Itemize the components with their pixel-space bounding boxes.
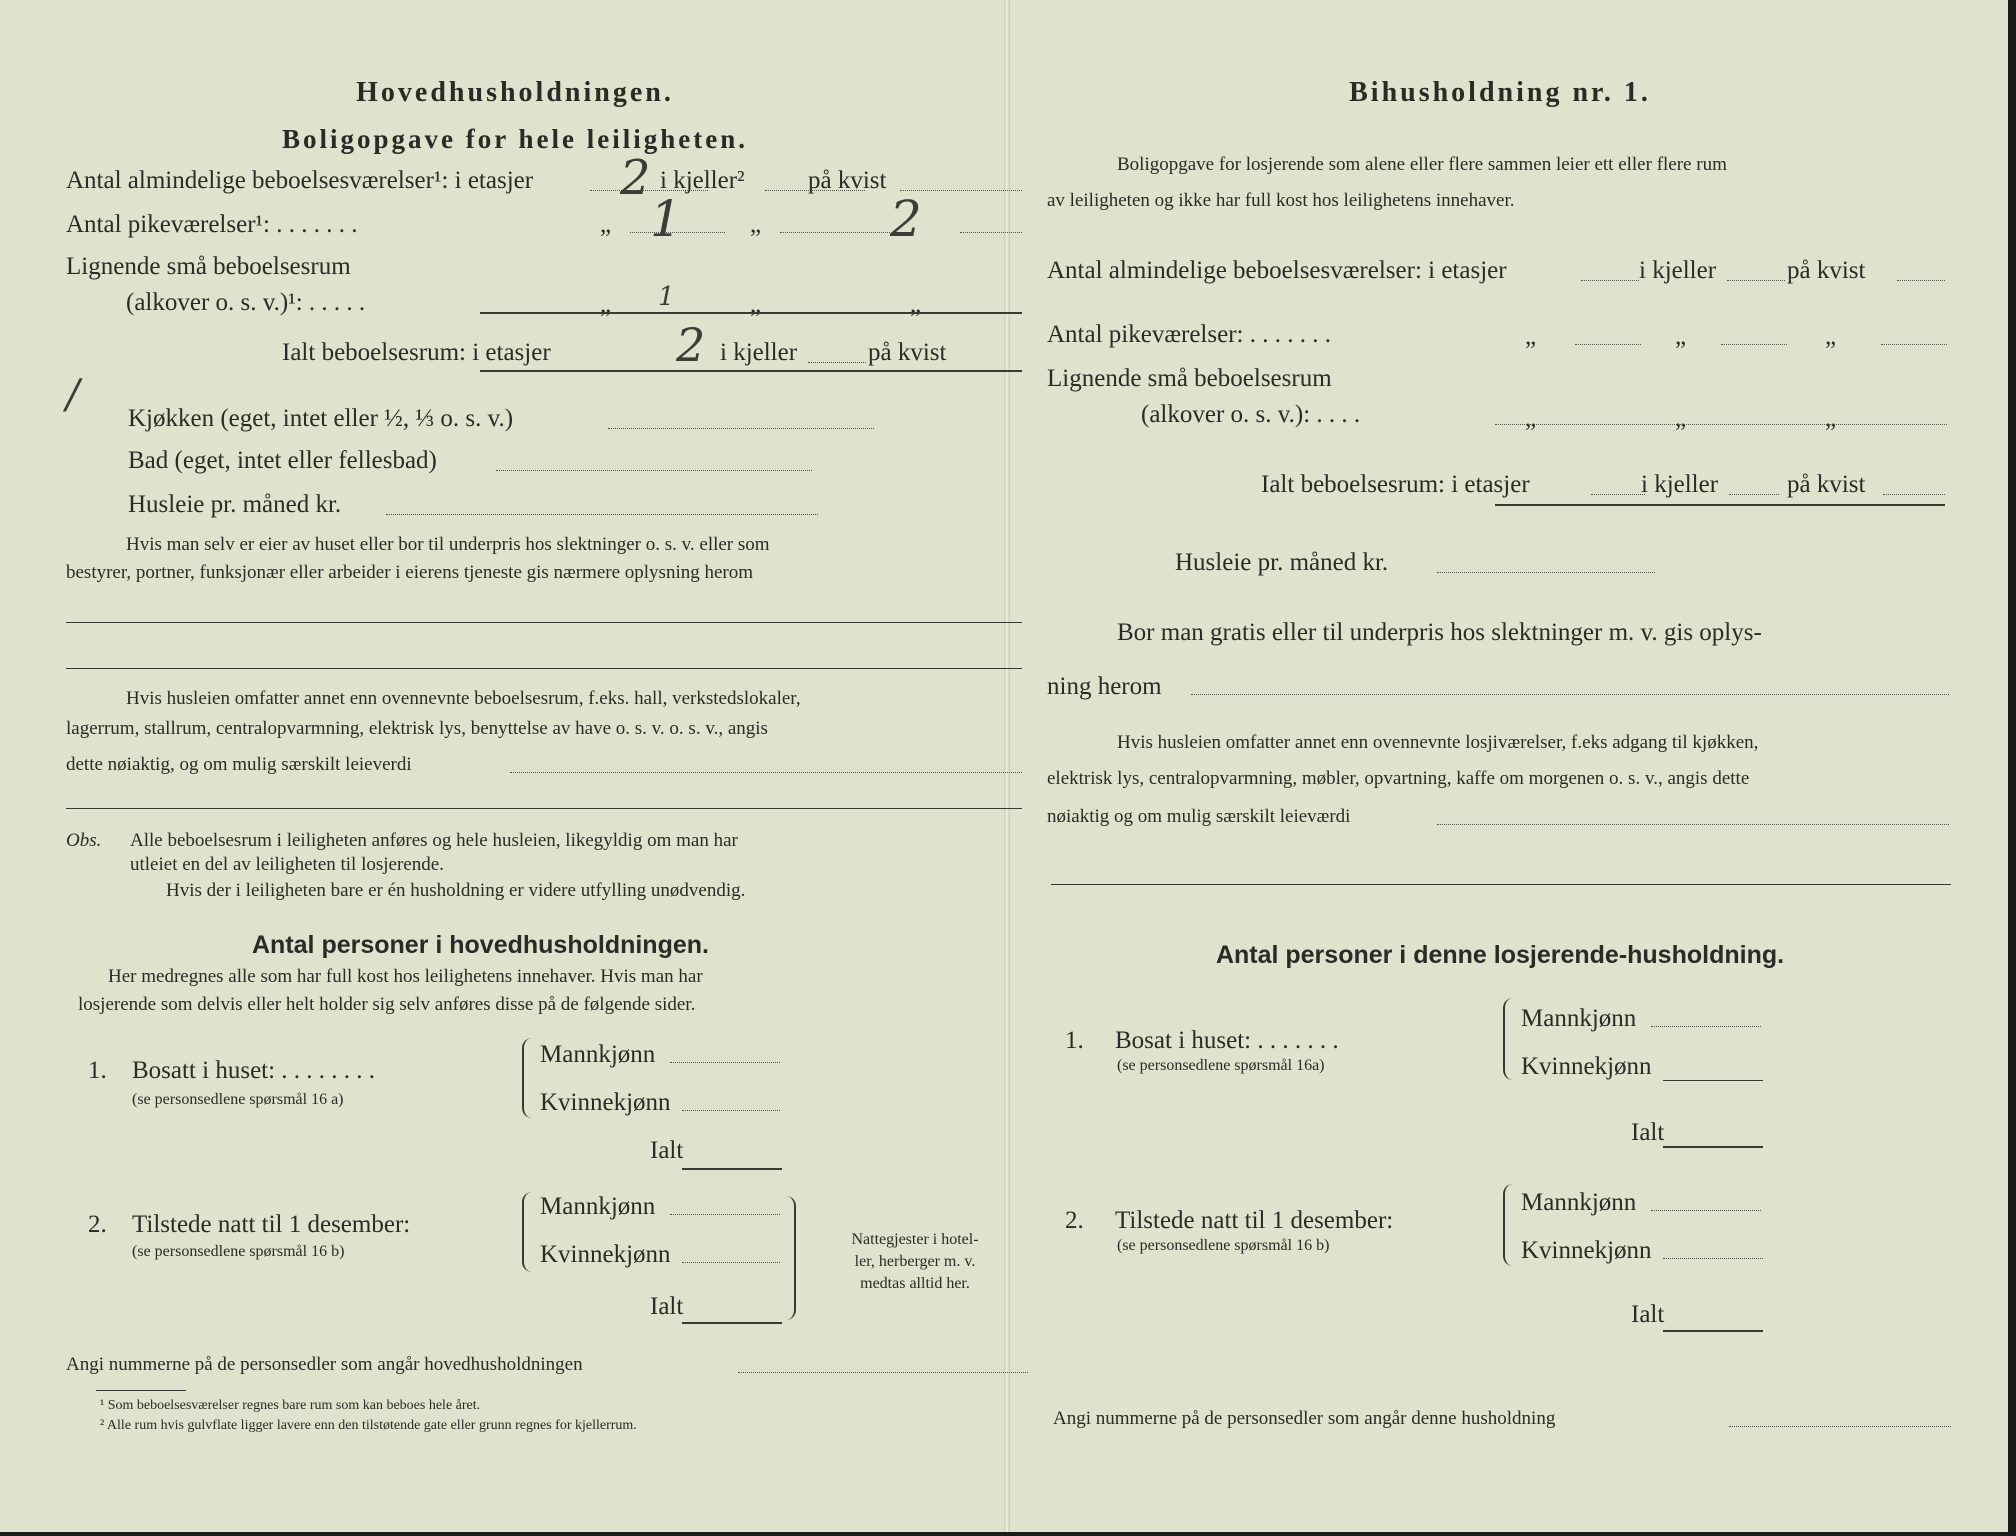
husleie-label: Husleie pr. måned kr. xyxy=(1175,549,1389,576)
angi-field[interactable] xyxy=(1729,1426,1951,1427)
ditto-mark: „ xyxy=(1525,405,1537,432)
q2-number: 2. xyxy=(1065,1207,1084,1234)
husleien-text-1: Hvis husleien omfatter annet enn ovennevnte beboelsesrum, f.eks. hall, verkstedslokaler, xyxy=(126,688,801,709)
ialt-kvist-field[interactable] xyxy=(1883,494,1945,495)
obs-text-2: utleiet en del av leiligheten til losjerende. xyxy=(130,854,444,875)
persons-text-1: Her medregnes alle som har full kost hos leilighetens innehaver. Hvis man har xyxy=(108,966,703,987)
ialt-underline xyxy=(480,370,1022,372)
q1-ialt-field[interactable] xyxy=(682,1168,782,1170)
leieverdi-answer-line[interactable] xyxy=(66,808,1022,809)
q2-ialt-label: Ialt xyxy=(650,1293,684,1320)
kvist-label: på kvist xyxy=(868,339,947,366)
q2-note-2: ler, herberger m. v. xyxy=(854,1253,976,1270)
q1-brace xyxy=(522,1038,536,1118)
angi-field[interactable] xyxy=(738,1372,1028,1373)
q2-kvinne-field[interactable] xyxy=(682,1262,780,1263)
q2-label: Tilstede natt til 1 desember: xyxy=(1115,1207,1394,1234)
q2-sub: (se personsedlene spørsmål 16 b) xyxy=(132,1243,345,1260)
husleie-field[interactable] xyxy=(386,514,818,515)
rooms-kvist-field[interactable] xyxy=(1897,280,1945,281)
eier-answer-line[interactable] xyxy=(66,622,1022,623)
q2-mann-label: Mannkjønn xyxy=(540,1193,656,1220)
alkove-label-a: Lignende små beboelsesrum xyxy=(66,253,351,280)
kvist-label: på kvist xyxy=(808,167,887,194)
husleien-text-2: lagerrum, stallrum, centralopvarmning, elektrisk lys, benyttelse av have o. s. v. o. s. v., angis xyxy=(66,718,768,739)
footnote-rule xyxy=(96,1390,186,1391)
ditto-mark: „ xyxy=(1675,405,1687,432)
q1-ialt-label: Ialt xyxy=(650,1137,684,1164)
kvist-label: på kvist xyxy=(1787,257,1866,284)
q1-ialt-field[interactable] xyxy=(1663,1146,1763,1148)
q1-mann-field[interactable] xyxy=(670,1062,780,1063)
q2-mann-field[interactable] xyxy=(670,1214,780,1215)
ditto-mark: „ xyxy=(1825,323,1837,350)
ditto-mark: „ xyxy=(910,291,922,318)
leieverdi-answer-line[interactable] xyxy=(1051,884,1951,885)
q1-mann-field[interactable] xyxy=(1651,1026,1761,1027)
bad-field[interactable] xyxy=(496,470,812,471)
eier-text-2: bestyrer, portner, funksjonær eller arbeider i eierens tjeneste gis nærmere oplysning herom xyxy=(66,562,754,583)
leieverdi-field[interactable] xyxy=(1437,824,1949,825)
page-title: Bihusholdning nr. 1. xyxy=(1349,77,1651,108)
angi-label: Angi nummerne på de personsedler som angår denne husholdning xyxy=(1053,1408,1556,1429)
q2-sub: (se personsedlene spørsmål 16 b) xyxy=(1117,1237,1330,1254)
q2-ialt-label: Ialt xyxy=(1631,1301,1665,1328)
persons-title: Antal personer i hovedhusholdningen. xyxy=(252,931,709,959)
hw-margin-mark: / xyxy=(66,372,80,418)
q2-kvinne-field[interactable] xyxy=(1663,1258,1763,1259)
page-title: Hovedhusholdningen. xyxy=(356,77,674,108)
ialt-kjeller-field[interactable] xyxy=(808,362,866,363)
q2-mann-label: Mannkjønn xyxy=(1521,1189,1637,1216)
persons-text-2: losjerende som delvis eller helt holder sig selv anføres disse på de følgende sider. xyxy=(78,994,696,1015)
ialt-rooms-label: Ialt beboelsesrum: i etasjer xyxy=(1261,471,1530,498)
q1-mann-label: Mannkjønn xyxy=(1521,1005,1637,1032)
q1-kvinne-field[interactable] xyxy=(682,1110,780,1111)
footnote-2: ² Alle rum hvis gulvflate ligger lavere enn den tilstøtende gate eller grunn regnes for kjellerrum. xyxy=(100,1418,637,1433)
kjokken-field[interactable] xyxy=(608,428,874,429)
q1-mann-label: Mannkjønn xyxy=(540,1041,656,1068)
q2-ialt-field[interactable] xyxy=(1663,1330,1763,1332)
rooms-label: Antal almindelige beboelsesværelser¹: i etasjer xyxy=(66,167,534,194)
ialt-kjeller-field[interactable] xyxy=(1729,494,1779,495)
rooms-etasjer-field[interactable] xyxy=(1581,280,1639,281)
main-household-page xyxy=(60,0,979,1532)
rooms-label: Antal almindelige beboelsesværelser: i etasjer xyxy=(1047,257,1507,284)
pike-kvist-field[interactable] xyxy=(960,232,1022,233)
alkove-label-a: Lignende små beboelsesrum xyxy=(1047,365,1332,392)
hw-ialt-etasjer: 2 xyxy=(676,318,706,372)
q1-brace xyxy=(1503,998,1517,1080)
leieverdi-field[interactable] xyxy=(510,772,1022,773)
kvist-label: på kvist xyxy=(1787,471,1866,498)
ditto-mark: „ xyxy=(1525,323,1537,350)
q1-number: 1. xyxy=(1065,1027,1084,1054)
kjeller-label: i kjeller² xyxy=(660,167,745,194)
obs-text-3: Hvis der i leiligheten bare er én husholdning er videre utfylling unødvendig. xyxy=(166,880,746,901)
q2-label: Tilstede natt til 1 desember: xyxy=(132,1211,411,1238)
q2-kvinne-label: Kvinnekjønn xyxy=(540,1241,671,1268)
q2-note-3: medtas alltid her. xyxy=(860,1275,970,1292)
q2-brace xyxy=(522,1192,536,1272)
pike-kvist-field[interactable] xyxy=(1881,344,1947,345)
persons-title: Antal personer i denne losjerende-husholdning. xyxy=(1215,941,1785,969)
alkove-label-b: (alkover o. s. v.)¹: . . . . . xyxy=(126,289,366,316)
rooms-kjeller-field[interactable] xyxy=(1727,280,1785,281)
ditto-mark: „ xyxy=(1825,405,1837,432)
q1-kvinne-label: Kvinnekjønn xyxy=(540,1089,671,1116)
husleie-field[interactable] xyxy=(1437,572,1655,573)
q1-label: Bosatt i huset: . . . . . . . . xyxy=(132,1057,376,1084)
ialt-etasjer-field[interactable] xyxy=(1591,494,1645,495)
q1-sub: (se personsedlene spørsmål 16 a) xyxy=(132,1091,344,1108)
intro-text-1: Boligopgave for losjerende som alene eller flere sammen leier ett eller flere rum xyxy=(1117,154,1727,175)
kjokken-label: Kjøkken (eget, intet eller ½, ⅓ o. s. v.) xyxy=(128,405,514,432)
hw-alkove-etasjer: 1 xyxy=(658,282,675,312)
pike-kjeller-field[interactable] xyxy=(1721,344,1787,345)
gratis-text-1: Bor man gratis eller til underpris hos slektninger m. v. gis oplys- xyxy=(1117,619,1762,646)
ditto-mark: „ xyxy=(600,211,612,238)
q2-note-brace xyxy=(780,1196,796,1320)
husleien-text-1: Hvis husleien omfatter annet enn ovennevnte losjiværelser, f.eks adgang til kjøkken, xyxy=(1117,732,1759,753)
q1-sub: (se personsedlene spørsmål 16a) xyxy=(1117,1057,1325,1074)
q1-number: 1. xyxy=(88,1057,107,1084)
husleien-text-3: nøiaktig og om mulig særskilt leieværdi xyxy=(1047,806,1351,827)
alkove-label-b: (alkover o. s. v.): . . . . xyxy=(1141,401,1361,428)
pike-label: Antal pikeværelser¹: . . . . . . . xyxy=(66,211,358,238)
q1-kvinne-label: Kvinnekjønn xyxy=(1521,1053,1652,1080)
husleien-text-2: elektrisk lys, centralopvarmning, møbler, opvartning, kaffe om morgenen o. s. v., angis dette xyxy=(1047,768,1750,789)
q2-ialt-field[interactable] xyxy=(682,1322,782,1324)
ditto-mark: „ xyxy=(750,211,762,238)
ialt-rooms-label: Ialt beboelsesrum: i etasjer xyxy=(282,339,551,366)
obs-label: Obs. xyxy=(66,830,102,851)
ialt-underline xyxy=(1495,504,1945,506)
ditto-mark: „ xyxy=(600,291,612,318)
hw-pike-kvist: 2 xyxy=(890,190,922,248)
eier-text-1: Hvis man selv er eier av huset eller bor til underpris hos slektninger o. s. v. eller som xyxy=(126,534,770,555)
ditto-mark: „ xyxy=(1675,323,1687,350)
q1-ialt-label: Ialt xyxy=(1631,1119,1665,1146)
alkove-field[interactable] xyxy=(1495,424,1947,425)
page-fold xyxy=(1004,0,1010,1532)
pike-label: Antal pikeværelser: . . . . . . . xyxy=(1047,321,1331,348)
pike-kjeller-field[interactable] xyxy=(780,232,890,233)
ditto-mark: „ xyxy=(750,291,762,318)
q2-number: 2. xyxy=(88,1211,107,1238)
hw-pike-etasjer: 1 xyxy=(650,190,682,248)
gratis-field[interactable] xyxy=(1191,694,1949,695)
q1-label: Bosat i huset: . . . . . . . xyxy=(1115,1027,1339,1054)
q2-mann-field[interactable] xyxy=(1651,1210,1761,1211)
q2-brace xyxy=(1503,1184,1517,1266)
kjeller-label: i kjeller xyxy=(1641,471,1719,498)
sub-household-page xyxy=(1045,0,1955,1532)
q2-note-1: Nattegjester i hotel- xyxy=(851,1231,979,1248)
q1-kvinne-field[interactable] xyxy=(1663,1080,1763,1081)
husleie-label: Husleie pr. måned kr. xyxy=(128,491,342,518)
hw-rooms-etasjer: 2 xyxy=(620,150,651,206)
footnote-1: ¹ Som beboelsesværelser regnes bare rum som kan beboes hele året. xyxy=(100,1398,481,1413)
bad-label: Bad (eget, intet eller fellesbad) xyxy=(128,447,437,474)
alkove-underline xyxy=(480,312,1022,314)
kjeller-label: i kjeller xyxy=(1639,257,1717,284)
angi-label: Angi nummerne på de personsedler som angår hovedhusholdningen xyxy=(66,1354,583,1375)
eier-answer-line[interactable] xyxy=(66,668,1022,669)
page-subtitle: Boligopgave for hele leiligheten. xyxy=(282,124,748,154)
husleien-text-3: dette nøiaktig, og om mulig særskilt leieverdi xyxy=(66,754,412,775)
pike-etasjer-field[interactable] xyxy=(1575,344,1641,345)
obs-text-1: Alle beboelsesrum i leiligheten anføres og hele husleien, likegyldig om man har xyxy=(130,830,738,851)
gratis-text-2: ning herom xyxy=(1047,673,1162,700)
intro-text-2: av leiligheten og ikke har full kost hos leilighetens innehaver. xyxy=(1047,190,1515,211)
q2-kvinne-label: Kvinnekjønn xyxy=(1521,1237,1652,1264)
kjeller-label: i kjeller xyxy=(720,339,798,366)
